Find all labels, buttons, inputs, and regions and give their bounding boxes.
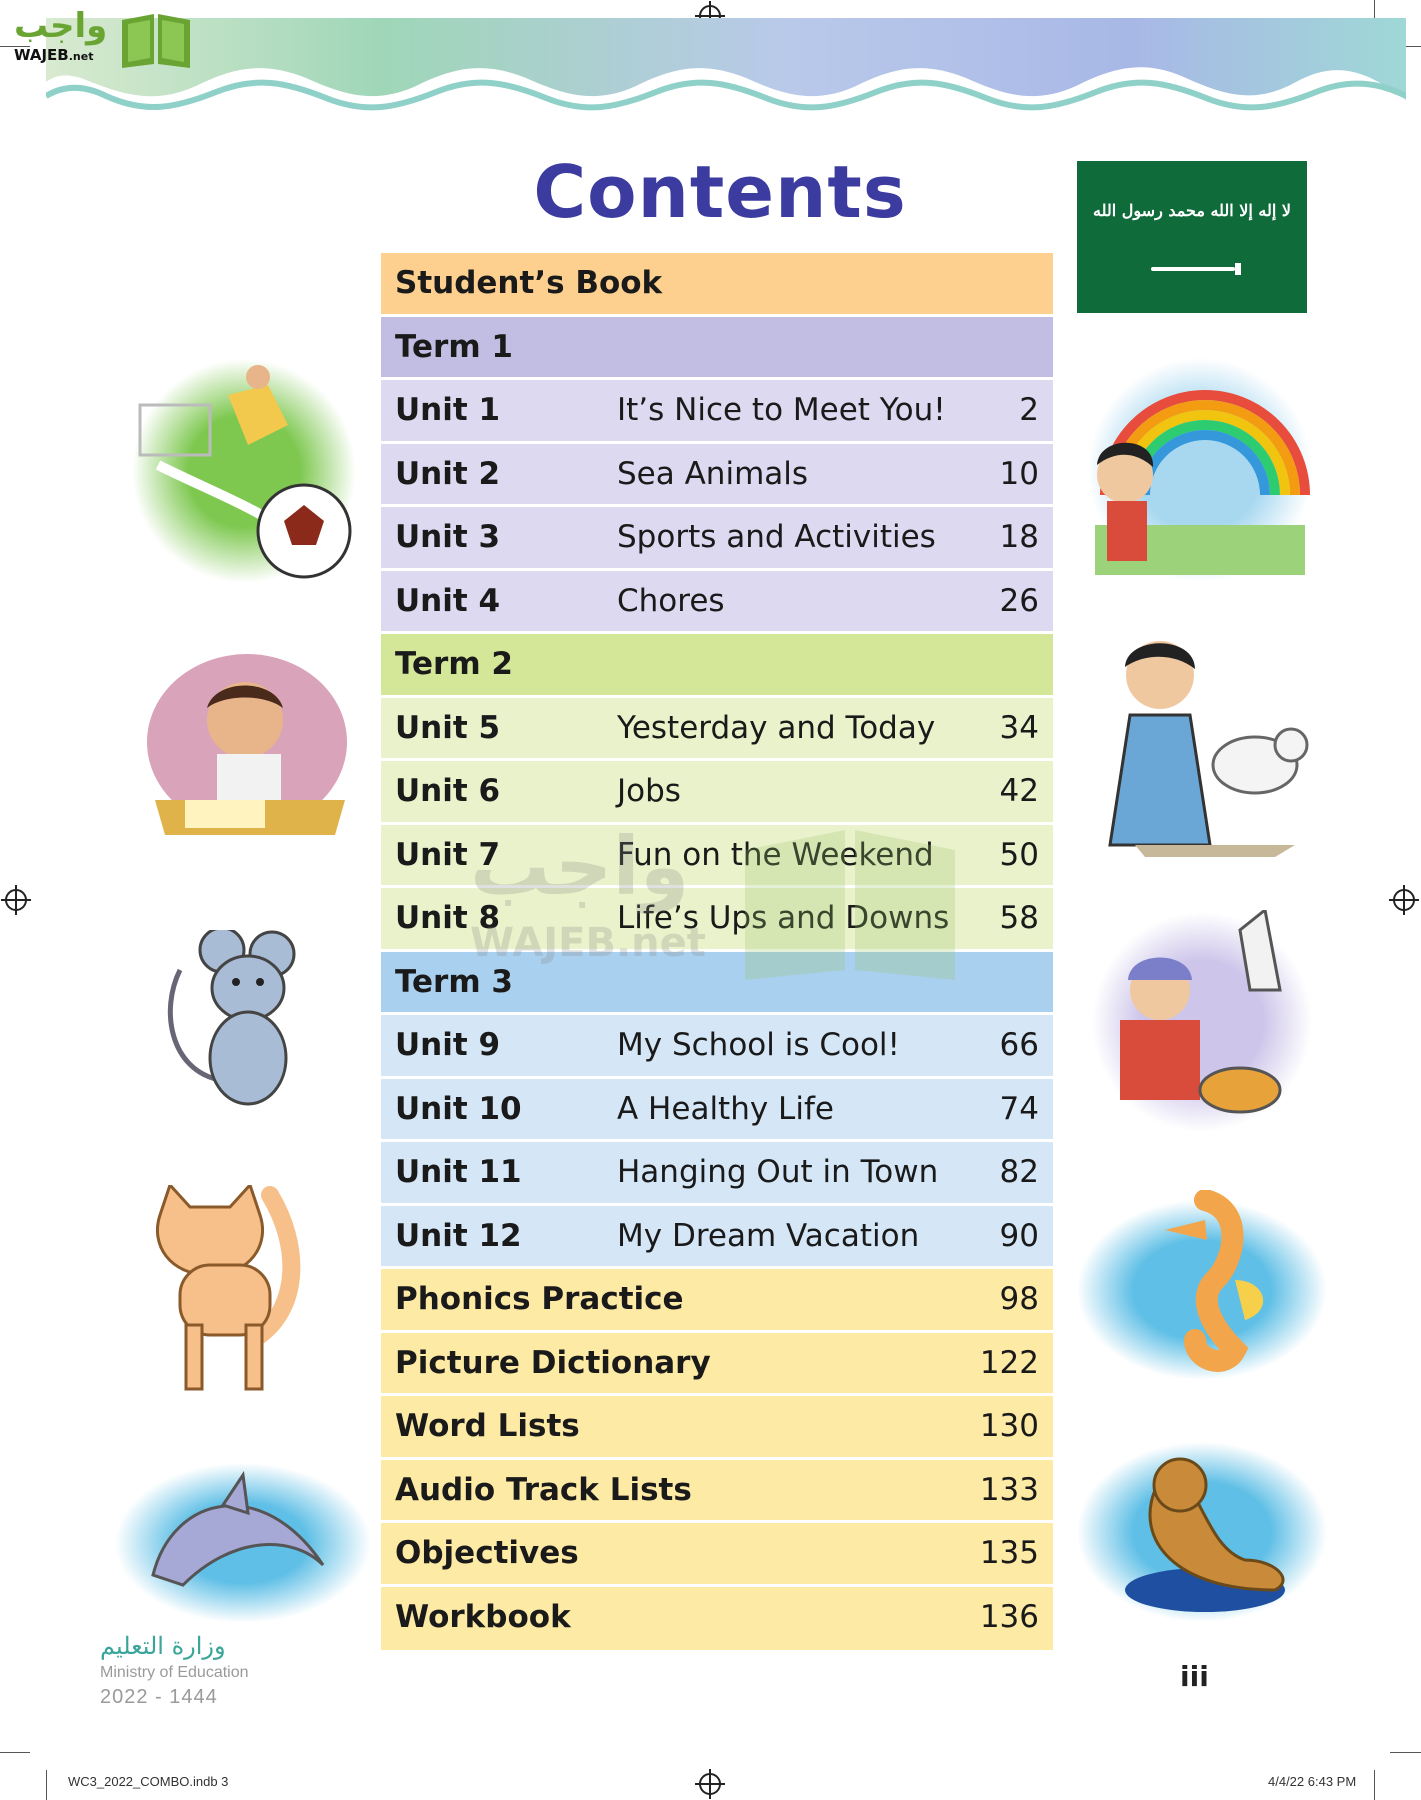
registration-mark-bottom (699, 1773, 721, 1795)
book-icon (118, 10, 194, 68)
unit-number: Unit 1 (395, 392, 501, 428)
unit-row[interactable] (381, 761, 1053, 825)
unit-row[interactable] (381, 1206, 1053, 1270)
unit-number: Unit 10 (395, 1090, 522, 1127)
sword-icon (1151, 267, 1235, 271)
appendix-label: Objectives (395, 1535, 579, 1571)
term-header-row (381, 634, 1053, 698)
wave-banner (46, 0, 1406, 120)
appendix-label: Audio Track Lists (395, 1471, 692, 1508)
appendix-row[interactable] (381, 1460, 1053, 1524)
unit-page: 10 (999, 455, 1039, 492)
unit-row[interactable] (381, 571, 1053, 635)
appendix-row[interactable] (381, 1587, 1053, 1651)
unit-title: Yesterday and Today (617, 709, 936, 746)
footer-timestamp: 4/4/22 6:43 PM (1268, 1774, 1357, 1789)
book-header: Student’s Book (395, 265, 663, 301)
unit-number: Unit 6 (395, 773, 501, 809)
logo-latin: WAJEB.net (14, 46, 94, 64)
book-header-row (381, 253, 1053, 317)
science-boy-illustration (1090, 910, 1315, 1135)
unit-row[interactable] (381, 444, 1053, 508)
registration-mark-right (1393, 889, 1415, 911)
unit-page: 26 (999, 582, 1039, 619)
unit-title: Hanging Out in Town (617, 1154, 939, 1190)
unit-page: 50 (999, 836, 1039, 873)
unit-row[interactable] (381, 825, 1053, 889)
unit-page: 42 (999, 773, 1039, 809)
unit-row[interactable] (381, 507, 1053, 571)
appendix-page: 133 (979, 1471, 1039, 1508)
unit-title: My Dream Vacation (617, 1217, 920, 1254)
unit-title: It’s Nice to Meet You! (617, 392, 946, 428)
term-label: Term 2 (395, 646, 514, 682)
term-header-row (381, 317, 1053, 381)
unit-page: 90 (999, 1217, 1039, 1254)
registration-mark-left (5, 889, 27, 911)
appendix-label: Phonics Practice (395, 1281, 684, 1317)
unit-title: Chores (617, 582, 725, 619)
unit-number: Unit 8 (395, 900, 501, 936)
unit-number: Unit 7 (395, 836, 501, 873)
unit-page: 74 (999, 1090, 1039, 1127)
unit-page: 18 (999, 519, 1039, 555)
unit-row[interactable] (381, 380, 1053, 444)
saudi-flag (1077, 161, 1307, 313)
unit-title: Jobs (617, 773, 681, 809)
unit-title: Fun on the Weekend (617, 836, 934, 873)
appendix-label: Workbook (395, 1598, 571, 1635)
appendix-page: 136 (979, 1598, 1039, 1635)
appendix-page: 130 (979, 1408, 1039, 1444)
unit-row[interactable] (381, 888, 1053, 952)
watermark-arabic: واجب (470, 820, 690, 913)
unit-row[interactable] (381, 1015, 1053, 1079)
appendix-page: 122 (979, 1344, 1039, 1381)
appendix-page: 135 (979, 1535, 1039, 1571)
term-header-row (381, 952, 1053, 1016)
unit-row[interactable] (381, 1079, 1053, 1143)
dolphin-illustration (113, 1455, 373, 1625)
unit-page: 66 (999, 1027, 1039, 1063)
logo-arabic: واجب (14, 6, 108, 46)
unit-number: Unit 2 (395, 455, 501, 492)
unit-number: Unit 4 (395, 582, 501, 619)
unit-row[interactable] (381, 1142, 1053, 1206)
unit-number: Unit 3 (395, 519, 501, 555)
page-number: iii (1180, 1660, 1209, 1693)
appendix-row[interactable] (381, 1269, 1053, 1333)
appendix-row[interactable] (381, 1333, 1053, 1397)
appendix-page: 98 (999, 1281, 1039, 1317)
seal-illustration (1075, 1440, 1330, 1625)
unit-page: 2 (1019, 392, 1039, 428)
unit-row[interactable] (381, 698, 1053, 762)
appendix-label: Word Lists (395, 1408, 580, 1444)
crop-mark (1374, 1770, 1375, 1800)
page-title: Contents (533, 150, 907, 234)
appendix-row[interactable] (381, 1523, 1053, 1587)
flag-inscription: لا إله إلا الله محمد رسول الله (1093, 201, 1291, 220)
unit-title: A Healthy Life (617, 1090, 834, 1127)
girl-lamb-illustration (1095, 635, 1315, 860)
wajeb-logo[interactable] (10, 6, 190, 66)
unit-page: 34 (999, 709, 1039, 746)
unit-title: Life’s Ups and Downs (617, 900, 950, 936)
ministry-logo (100, 1632, 300, 1709)
soccer-boy-illustration (128, 355, 360, 587)
unit-title: My School is Cool! (617, 1027, 900, 1063)
unit-page: 82 (999, 1154, 1039, 1190)
rainbow-girl-illustration (1085, 355, 1315, 585)
unit-number: Unit 9 (395, 1027, 501, 1063)
unit-title: Sea Animals (617, 455, 809, 492)
unit-number: Unit 11 (395, 1154, 522, 1190)
appendix-label: Picture Dictionary (395, 1344, 711, 1381)
seahorse-illustration (1075, 1190, 1330, 1385)
unit-title: Sports and Activities (617, 519, 936, 555)
term-label: Term 1 (395, 328, 514, 365)
ministry-year: 2022 - 1444 (100, 1686, 218, 1708)
appendix-row[interactable] (381, 1396, 1053, 1460)
boy-writing-illustration (145, 650, 350, 845)
mouse-illustration (160, 930, 310, 1115)
footer-filename: WC3_2022_COMBO.indb 3 (68, 1774, 229, 1789)
cat-illustration (150, 1185, 320, 1395)
term-label: Term 3 (395, 963, 514, 1000)
crop-mark (1390, 1752, 1421, 1753)
watermark-latin: WAJEB.net (470, 920, 706, 966)
crop-mark (0, 1752, 30, 1753)
unit-number: Unit 5 (395, 709, 501, 746)
ministry-english: Ministry of Education (100, 1664, 249, 1681)
unit-page: 58 (999, 900, 1039, 936)
unit-number: Unit 12 (395, 1217, 522, 1254)
crop-mark (46, 1770, 47, 1800)
ministry-arabic: وزارة التعليم (100, 1632, 226, 1660)
contents-table (381, 253, 1053, 1650)
